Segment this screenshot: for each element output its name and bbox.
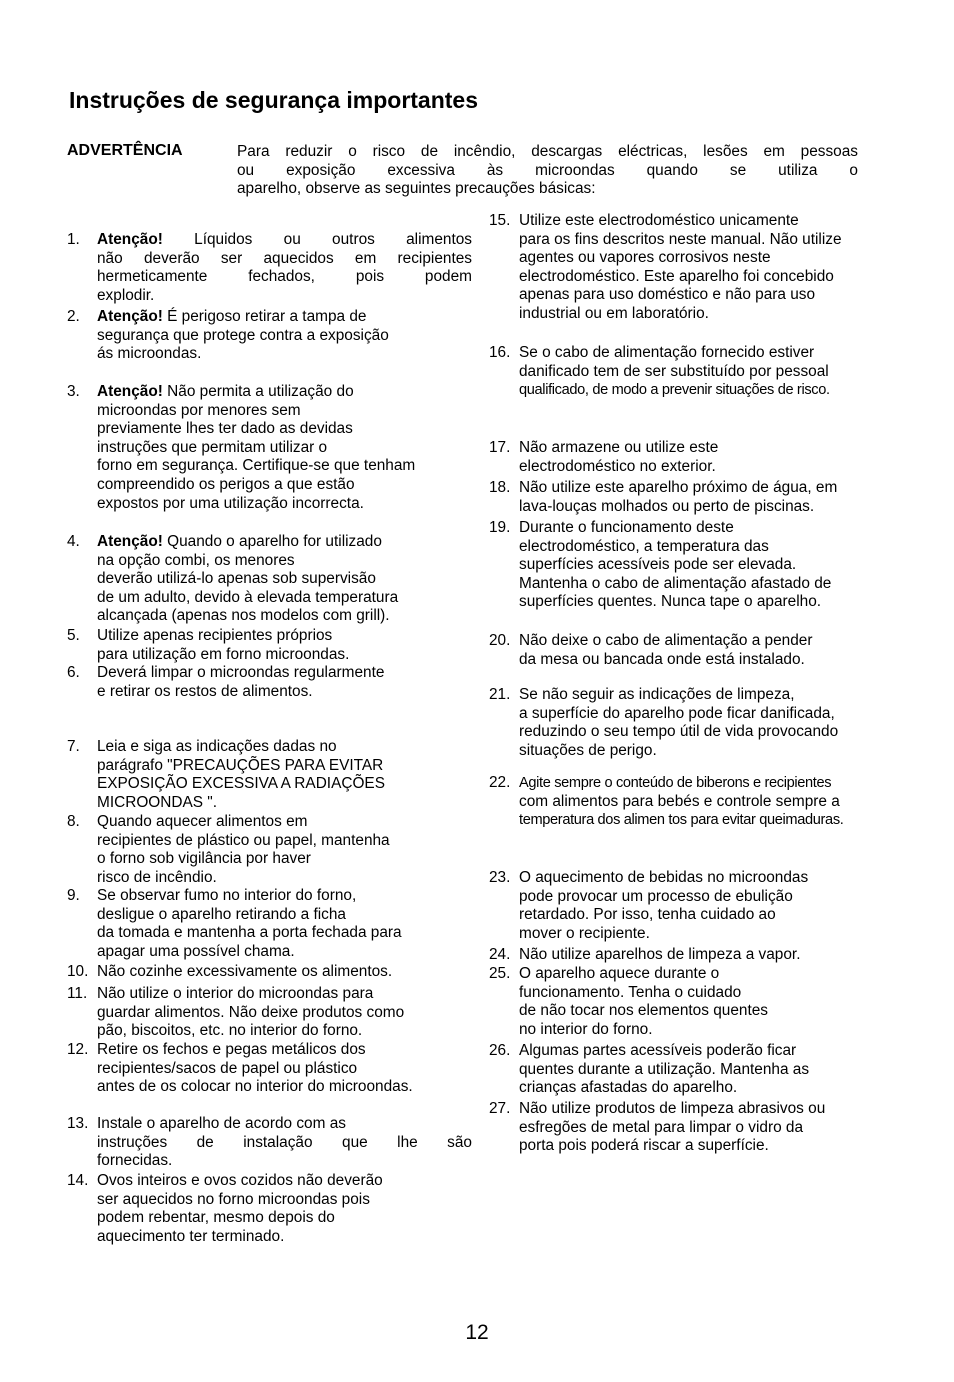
item-line: temperatura dos alimen tos para evitar queimaduras. bbox=[519, 812, 844, 829]
list-item bbox=[489, 1100, 902, 1156]
item-line: desligue o aparelho retirando a ficha bbox=[97, 905, 346, 923]
item-line: Agite sempre o conteúdo de biberons e recipientes bbox=[519, 775, 832, 791]
item-line-text: É perigoso retirar a tampa de bbox=[167, 308, 367, 325]
item-line: Se não seguir as indicações de limpeza, bbox=[519, 686, 795, 703]
item-line: Não utilize aparelhos de limpeza a vapor. bbox=[519, 946, 801, 963]
item-number: 7. bbox=[67, 738, 80, 755]
item-line: Retire os fechos e pegas metálicos dos bbox=[97, 1041, 366, 1058]
list-item bbox=[67, 627, 472, 664]
item-text bbox=[97, 231, 472, 305]
list-item bbox=[489, 344, 902, 400]
item-number: 4. bbox=[67, 533, 80, 550]
item-line: ás microondas. bbox=[97, 345, 202, 363]
item-line: deverão utilizá-lo apenas sob supervisão bbox=[97, 570, 376, 588]
item-line: Não armazene ou utilize este bbox=[519, 439, 719, 456]
item-text bbox=[519, 344, 902, 400]
item-text bbox=[519, 212, 902, 324]
item-line: apenas para uso doméstico e não para uso bbox=[519, 286, 816, 304]
list-item bbox=[67, 963, 472, 982]
item-line: Não utilize produtos de limpeza abrasivos ou bbox=[519, 1100, 826, 1117]
item-line-text: Não permita a utilização do bbox=[167, 383, 354, 400]
item-text bbox=[97, 1172, 472, 1246]
item-line: industrial ou em laboratório. bbox=[519, 304, 709, 322]
item-text bbox=[519, 965, 902, 1039]
list-item bbox=[67, 738, 472, 812]
item-text bbox=[519, 439, 902, 476]
item-number: 25. bbox=[489, 965, 511, 982]
item-line: guardar alimentos. Não deixe produtos como bbox=[97, 1003, 405, 1021]
item-line: situações de perigo. bbox=[519, 741, 657, 759]
item-line: apagar uma possível chama. bbox=[97, 942, 295, 960]
item-line: hermeticamente fechados, pois podem bbox=[97, 268, 472, 286]
item-line: porta pois poderá riscar a superfície. bbox=[519, 1137, 769, 1155]
item-text bbox=[519, 869, 902, 943]
item-line: segurança que protege contra a exposição bbox=[97, 326, 389, 344]
item-line bbox=[97, 308, 472, 327]
item-number: 1. bbox=[67, 231, 80, 248]
item-line: expostos por uma utilização incorrecta. bbox=[97, 494, 364, 512]
item-line: Utilize este electrodoméstico unicamente bbox=[519, 212, 799, 229]
item-line: instruções de instalação que lhe são bbox=[97, 1133, 472, 1151]
item-line: Quando aquecer alimentos em bbox=[97, 813, 308, 830]
list-item bbox=[67, 383, 472, 513]
item-line: da tomada e mantenha a porta fechada para bbox=[97, 924, 402, 942]
item-text bbox=[97, 627, 472, 664]
item-number: 20. bbox=[489, 632, 511, 649]
item-text bbox=[97, 308, 472, 364]
list-item bbox=[67, 813, 472, 887]
item-line: da mesa ou bancada onde está instalado. bbox=[519, 650, 805, 668]
list-item bbox=[489, 965, 902, 1039]
item-text bbox=[519, 946, 902, 965]
item-line bbox=[97, 533, 472, 552]
list-item bbox=[489, 774, 902, 830]
item-line: superfícies acessíveis pode ser elevada. bbox=[519, 556, 797, 574]
item-line: MICROONDAS ". bbox=[97, 793, 218, 811]
item-number: 5. bbox=[67, 627, 80, 644]
item-number: 9. bbox=[67, 887, 80, 904]
list-item bbox=[67, 887, 472, 961]
list-item bbox=[67, 1041, 472, 1097]
item-line: Não utilize o interior do microondas para bbox=[97, 985, 374, 1002]
item-line: podem rebentar, mesmo depois do bbox=[97, 1209, 335, 1227]
item-line: esfregões de metal para limpar o vidro da bbox=[519, 1118, 804, 1136]
item-number: 13. bbox=[67, 1115, 89, 1132]
item-line: o forno sob vigilância por haver bbox=[97, 850, 311, 868]
item-text bbox=[519, 1100, 902, 1156]
warning-text bbox=[237, 143, 858, 199]
warning-line: Para reduzir o risco de incêndio, descargas eléctricas, lesões em pessoas bbox=[237, 143, 858, 160]
item-text bbox=[97, 1115, 472, 1171]
item-line: previamente lhes ter dado as devidas bbox=[97, 420, 353, 438]
item-line: recipientes de plástico ou papel, mantenha bbox=[97, 831, 390, 849]
list-item bbox=[489, 439, 902, 476]
item-line: explodir. bbox=[97, 286, 155, 304]
item-line: forno em segurança. Certifique-se que tenham bbox=[97, 457, 416, 475]
item-emphasis: Atenção! bbox=[97, 231, 163, 248]
item-line: Deverá limpar o microondas regularmente bbox=[97, 664, 385, 681]
item-number: 16. bbox=[489, 344, 511, 361]
item-number: 11. bbox=[67, 985, 88, 1002]
item-line: Leia e siga as indicações dadas no bbox=[97, 738, 337, 755]
item-line: retardado. Por isso, tenha cuidado ao bbox=[519, 906, 776, 924]
item-emphasis: Atenção! bbox=[97, 383, 163, 400]
item-line: e retirar os restos de alimentos. bbox=[97, 682, 313, 700]
item-number: 26. bbox=[489, 1042, 511, 1059]
list-item bbox=[67, 1172, 472, 1246]
warning-line: ou exposição excessiva às microondas quando se utiliza o bbox=[237, 161, 858, 179]
item-line: não deverão ser aquecidos em recipientes bbox=[97, 249, 472, 267]
item-text bbox=[97, 813, 472, 887]
item-line: crianças afastadas do aparelho. bbox=[519, 1079, 738, 1097]
item-number: 18. bbox=[489, 479, 511, 496]
item-line: reduzindo o seu tempo útil de vida provocando bbox=[519, 723, 839, 741]
item-text bbox=[519, 479, 902, 516]
list-item bbox=[67, 985, 472, 1041]
item-line: para utilização em forno microondas. bbox=[97, 645, 350, 663]
item-line: Se observar fumo no interior do forno, bbox=[97, 887, 357, 904]
warning-line: aparelho, observe as seguintes precauções básicas: bbox=[237, 180, 596, 198]
item-line: Algumas partes acessíveis poderão ficar bbox=[519, 1042, 797, 1059]
list-item bbox=[489, 479, 902, 516]
item-number: 3. bbox=[67, 383, 80, 400]
item-line: risco de incêndio. bbox=[97, 868, 217, 886]
item-number: 12. bbox=[67, 1041, 89, 1058]
item-line: fornecidas. bbox=[97, 1152, 173, 1170]
page-title: Instruções de segurança importantes bbox=[69, 87, 479, 113]
item-number: 14. bbox=[67, 1172, 89, 1189]
item-line: Mantenha o cabo de alimentação afastado de bbox=[519, 574, 832, 592]
item-line: no interior do forno. bbox=[519, 1020, 653, 1038]
item-line: O aparelho aquece durante o bbox=[519, 965, 720, 982]
item-line: com alimentos para bebés e controle sempre a bbox=[519, 792, 840, 810]
item-line: Não cozinhe excessivamente os alimentos. bbox=[97, 963, 393, 980]
item-line: Não utilize este aparelho próximo de água, em bbox=[519, 479, 838, 496]
item-text bbox=[97, 533, 472, 626]
list-item bbox=[67, 231, 472, 305]
item-line bbox=[97, 383, 472, 402]
item-text bbox=[97, 887, 472, 961]
item-line: O aquecimento de bebidas no microondas bbox=[519, 869, 809, 886]
item-text bbox=[97, 1041, 472, 1097]
item-emphasis: Atenção! bbox=[97, 308, 163, 325]
item-number: 6. bbox=[67, 664, 80, 681]
item-line: de não tocar nos elementos quentes bbox=[519, 1002, 768, 1020]
item-number: 17. bbox=[489, 439, 511, 456]
item-line: electrodoméstico. Este aparelho foi concebido bbox=[519, 267, 834, 285]
item-line: Durante o funcionamento deste bbox=[519, 519, 734, 536]
page-number: 12 bbox=[465, 1321, 489, 1344]
item-line: pão, biscoitos, etc. no interior do forno. bbox=[97, 1022, 363, 1040]
item-line: Não deixe o cabo de alimentação a pender bbox=[519, 632, 813, 649]
list-item bbox=[489, 519, 902, 612]
item-line: lava-louças molhados ou perto de piscinas. bbox=[519, 497, 815, 515]
item-text bbox=[519, 686, 902, 760]
item-text bbox=[519, 774, 902, 830]
item-number: 24. bbox=[489, 946, 511, 963]
item-text bbox=[97, 985, 472, 1041]
list-item bbox=[67, 533, 472, 626]
item-line: Instale o aparelho de acordo com as bbox=[97, 1115, 346, 1132]
list-item bbox=[489, 946, 902, 965]
item-number: 2. bbox=[67, 308, 80, 325]
item-text bbox=[97, 664, 472, 701]
item-text bbox=[97, 383, 472, 513]
item-line: recipientes/sacos de papel ou plástico bbox=[97, 1059, 358, 1077]
list-item bbox=[489, 1042, 902, 1098]
item-line: Ovos inteiros e ovos cozidos não deverão bbox=[97, 1172, 383, 1189]
item-text bbox=[97, 963, 472, 982]
list-item bbox=[489, 686, 902, 760]
warning-label: ADVERTÊNCIA bbox=[67, 142, 183, 159]
item-emphasis: Atenção! bbox=[97, 533, 163, 550]
item-line: electrodoméstico no exterior. bbox=[519, 457, 716, 475]
item-line: Se o cabo de alimentação fornecido estiver bbox=[519, 344, 815, 361]
item-line: instruções que permitam utilizar o bbox=[97, 438, 328, 456]
item-line: mover o recipiente. bbox=[519, 924, 650, 942]
item-line: EXPOSIÇÃO EXCESSIVA A RADIAÇÕES bbox=[97, 775, 385, 793]
item-number: 21. bbox=[489, 686, 511, 703]
item-number: 8. bbox=[67, 813, 80, 830]
item-line: pode provocar um processo de ebulição bbox=[519, 887, 793, 905]
list-item bbox=[67, 1115, 472, 1171]
item-number: 19. bbox=[489, 519, 511, 536]
item-line: microondas por menores sem bbox=[97, 401, 301, 419]
item-line: para os fins descritos neste manual. Não utilize bbox=[519, 230, 842, 248]
item-line: de um adulto, devido à elevada temperatura bbox=[97, 588, 399, 606]
item-line: ser aquecidos no forno microondas pois bbox=[97, 1190, 370, 1208]
item-line: aquecimento ter terminado. bbox=[97, 1227, 285, 1245]
item-line-text: Quando o aparelho for utilizado bbox=[167, 533, 382, 550]
item-number: 27. bbox=[489, 1100, 511, 1117]
item-line: na opção combi, os menores bbox=[97, 551, 295, 569]
item-number: 23. bbox=[489, 869, 511, 886]
item-text bbox=[97, 738, 472, 812]
item-line: superfícies quentes. Nunca tape o aparelho. bbox=[519, 593, 822, 611]
item-number: 15. bbox=[489, 212, 511, 229]
list-item bbox=[489, 869, 902, 943]
item-line: danificado tem de ser substituído por pessoal bbox=[519, 362, 829, 380]
item-line: quentes durante a utilização. Mantenha as bbox=[519, 1060, 810, 1078]
item-line: electrodoméstico, a temperatura das bbox=[519, 537, 769, 555]
item-line bbox=[97, 231, 472, 250]
item-line: qualificado, de modo a prevenir situações de risco. bbox=[519, 382, 830, 399]
item-text bbox=[519, 519, 902, 612]
item-line: agentes ou vapores corrosivos neste bbox=[519, 249, 771, 267]
list-item bbox=[489, 632, 902, 669]
item-line: Utilize apenas recipientes próprios bbox=[97, 627, 333, 644]
list-item bbox=[489, 212, 902, 324]
item-line: parágrafo "PRECAUÇÕES PARA EVITAR bbox=[97, 756, 384, 774]
item-line: compreendido os perigos a que estão bbox=[97, 475, 355, 493]
item-text bbox=[519, 632, 902, 669]
item-line: alcançada (apenas nos modelos com grill). bbox=[97, 607, 390, 625]
item-number: 10. bbox=[67, 963, 89, 980]
list-item bbox=[67, 664, 472, 701]
item-line: funcionamento. Tenha o cuidado bbox=[519, 983, 742, 1001]
item-number: 22. bbox=[489, 774, 511, 791]
item-line-text: Líquidos ou outros alimentos bbox=[194, 231, 472, 248]
item-text bbox=[519, 1042, 902, 1098]
item-line: a superfície do aparelho pode ficar danificada, bbox=[519, 704, 835, 722]
list-item bbox=[67, 308, 472, 364]
item-line: antes de os colocar no interior do microondas. bbox=[97, 1078, 413, 1096]
